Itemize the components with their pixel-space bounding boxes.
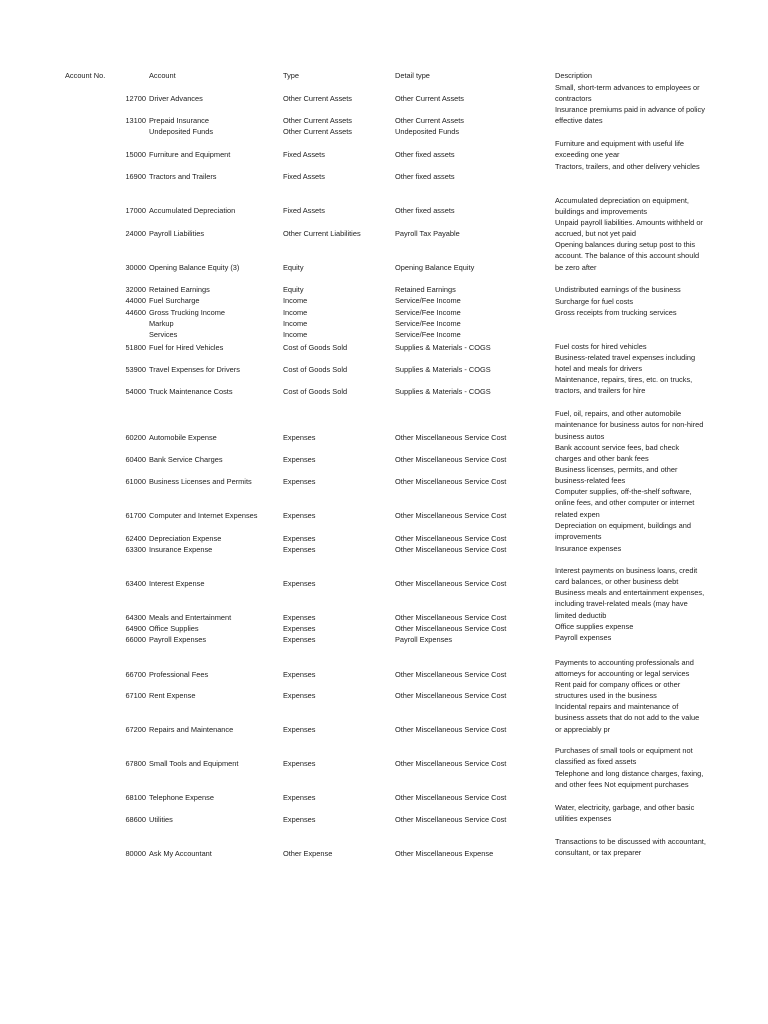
account-name: Telephone Expense — [149, 793, 214, 802]
detail-type: Service/Fee Income — [395, 319, 461, 328]
account-type: Cost of Goods Sold — [283, 343, 348, 352]
detail-type: Other Miscellaneous Service Cost — [395, 579, 507, 588]
account-number: 66000 — [125, 635, 146, 644]
detail-type: Other fixed assets — [395, 206, 455, 215]
account-name: Markup — [149, 319, 174, 328]
detail-type: Service/Fee Income — [395, 296, 461, 305]
detail-type: Other Miscellaneous Service Cost — [395, 545, 507, 554]
account-type: Equity — [283, 263, 304, 272]
account-number: 67200 — [125, 725, 146, 734]
account-number: 67100 — [125, 691, 146, 700]
description-text: Business licenses, permits, and other business-related fees — [555, 465, 678, 486]
account-type: Expenses — [283, 455, 316, 464]
account-type: Expenses — [283, 759, 316, 768]
account-type: Expenses — [283, 579, 316, 588]
description-text: Interest payments on business loans, credit card balances, or other business debt — [555, 566, 698, 587]
account-name: Automobile Expense — [149, 433, 217, 442]
account-type: Expenses — [283, 670, 316, 679]
account-name: Bank Service Charges — [149, 455, 223, 464]
detail-type: Other Miscellaneous Service Cost — [395, 670, 507, 679]
account-name: Office Supplies — [149, 624, 199, 633]
header-type: Type — [283, 71, 300, 80]
account-number: 16900 — [125, 172, 146, 181]
account-number: 60200 — [125, 433, 146, 442]
account-name: Meals and Entertainment — [149, 613, 232, 622]
account-number: 53900 — [125, 365, 146, 374]
account-type: Expenses — [283, 545, 316, 554]
detail-type: Retained Earnings — [395, 285, 456, 294]
account-name: Tractors and Trailers — [149, 172, 217, 181]
account-number: 32000 — [125, 285, 146, 294]
account-type: Income — [283, 319, 308, 328]
account-name: Ask My Accountant — [149, 849, 212, 858]
account-number: 63300 — [125, 545, 146, 554]
description-text: Furniture and equipment with useful life exceeding one year — [555, 139, 684, 160]
description-text: Payments to accounting professionals and attorneys for accounting or legal services — [555, 658, 694, 679]
account-name: Truck Maintenance Costs — [149, 387, 233, 396]
account-number: 61000 — [125, 477, 146, 486]
account-number: 64900 — [125, 624, 146, 633]
account-name: Small Tools and Equipment — [149, 759, 239, 768]
account-type: Income — [283, 330, 308, 339]
account-number: 61700 — [125, 511, 146, 520]
header-detail-type: Detail type — [395, 71, 430, 80]
detail-type: Other Miscellaneous Service Cost — [395, 815, 507, 824]
account-name: Insurance Expense — [149, 545, 213, 554]
account-name: Business Licenses and Permits — [149, 477, 252, 486]
detail-type: Supplies & Materials - COGS — [395, 387, 491, 396]
detail-type: Other Miscellaneous Service Cost — [395, 433, 507, 442]
account-name: Payroll Expenses — [149, 635, 207, 644]
description-text: Opening balances during setup post to this account. The balance of this account should be zero after — [555, 240, 700, 272]
account-type: Other Current Assets — [283, 127, 353, 136]
detail-type: Payroll Expenses — [395, 635, 453, 644]
description-text: Transactions to be discussed with accountant, consultant, or tax preparer — [555, 837, 706, 858]
account-number: 80000 — [125, 849, 146, 858]
account-number: 13100 — [125, 116, 146, 125]
account-number: 15000 — [125, 150, 146, 159]
account-type: Other Current Assets — [283, 94, 353, 103]
account-type: Expenses — [283, 613, 316, 622]
account-number: 44600 — [125, 308, 146, 317]
account-number: 63400 — [125, 579, 146, 588]
description-text: Water, electricity, garbage, and other basic utilities expenses — [555, 803, 695, 824]
detail-type: Other Current Assets — [395, 116, 465, 125]
account-number: 17000 — [125, 206, 146, 215]
detail-type: Other Current Assets — [395, 94, 465, 103]
account-type: Other Current Assets — [283, 116, 353, 125]
account-number: 64300 — [125, 613, 146, 622]
account-type: Expenses — [283, 793, 316, 802]
detail-type: Service/Fee Income — [395, 330, 461, 339]
account-name: Professional Fees — [149, 670, 209, 679]
account-type: Expenses — [283, 815, 316, 824]
account-name: Payroll Liabilities — [149, 229, 205, 238]
detail-type: Other fixed assets — [395, 150, 455, 159]
description-text: Gross receipts from trucking services — [555, 308, 677, 317]
account-number: 67800 — [125, 759, 146, 768]
detail-type: Payroll Tax Payable — [395, 229, 460, 238]
description-text: Fuel, oil, repairs, and other automobile maintenance for business autos for non-hired business autos — [555, 409, 704, 441]
account-number: 66700 — [125, 670, 146, 679]
detail-type: Other Miscellaneous Service Cost — [395, 624, 507, 633]
account-type: Fixed Assets — [283, 150, 325, 159]
detail-type: Other fixed assets — [395, 172, 455, 181]
account-name: Prepaid Insurance — [149, 116, 209, 125]
detail-type: Other Miscellaneous Service Cost — [395, 759, 507, 768]
description-text: Telephone and long distance charges, faxing, and other fees Not equipment purchases — [555, 769, 704, 790]
account-number: 30000 — [125, 263, 146, 272]
account-number: 62400 — [125, 534, 146, 543]
header-account-no: Account No. — [65, 71, 106, 80]
description-text: Small, short-term advances to employees or contractors — [555, 83, 700, 104]
detail-type: Supplies & Materials - COGS — [395, 343, 491, 352]
detail-type: Other Miscellaneous Service Cost — [395, 793, 507, 802]
account-number: 44000 — [125, 296, 146, 305]
account-type: Fixed Assets — [283, 206, 325, 215]
description-text: Rent paid for company offices or other structures used in the business — [555, 680, 681, 701]
account-name: Retained Earnings — [149, 285, 210, 294]
description-text: Business meals and entertainment expenses, including travel-related meals (may have limited deductib — [555, 588, 705, 620]
description-text: Bank account service fees, bad check charges and other bank fees — [555, 443, 680, 464]
account-name: Interest Expense — [149, 579, 205, 588]
detail-type: Other Miscellaneous Service Cost — [395, 725, 507, 734]
description-text: Maintenance, repairs, tires, etc. on trucks, tractors, and trailers for hire — [555, 375, 693, 396]
detail-type: Service/Fee Income — [395, 308, 461, 317]
detail-type: Other Miscellaneous Expense — [395, 849, 494, 858]
account-number: 68100 — [125, 793, 146, 802]
detail-type: Other Miscellaneous Service Cost — [395, 691, 507, 700]
account-type: Fixed Assets — [283, 172, 325, 181]
account-type: Expenses — [283, 511, 316, 520]
account-type: Expenses — [283, 725, 316, 734]
account-number: 51800 — [125, 343, 146, 352]
account-name: Services — [149, 330, 178, 339]
description-text: Incidental repairs and maintenance of business assets that do not add to the value or appreciably pr — [555, 702, 700, 734]
account-number: 60400 — [125, 455, 146, 464]
detail-type: Undeposited Funds — [395, 127, 460, 136]
account-name: Fuel for Hired Vehicles — [149, 343, 224, 352]
account-type: Expenses — [283, 635, 316, 644]
account-name: Fuel Surcharge — [149, 296, 200, 305]
account-name: Furniture and Equipment — [149, 150, 231, 159]
account-type: Other Current Liabilities — [283, 229, 361, 238]
account-type: Expenses — [283, 691, 316, 700]
account-name: Accumulated Depreciation — [149, 206, 236, 215]
detail-type: Supplies & Materials - COGS — [395, 365, 491, 374]
description-text: Purchases of small tools or equipment not classified as fixed assets — [555, 746, 693, 767]
account-name: Opening Balance Equity (3) — [149, 263, 240, 272]
account-name: Depreciation Expense — [149, 534, 222, 543]
description-text: Insurance expenses — [555, 544, 622, 553]
detail-type: Opening Balance Equity — [395, 263, 475, 272]
description-text: Tractors, trailers, and other delivery vehicles — [555, 162, 700, 171]
account-type: Cost of Goods Sold — [283, 387, 348, 396]
account-number: 12700 — [125, 94, 146, 103]
detail-type: Other Miscellaneous Service Cost — [395, 534, 507, 543]
description-text: Insurance premiums paid in advance of policy effective dates — [555, 105, 705, 126]
description-text: Office supplies expense — [555, 622, 634, 631]
description-text: Undistributed earnings of the business — [555, 285, 681, 294]
description-text: Fuel costs for hired vehicles — [555, 342, 647, 351]
account-name: Utilities — [149, 815, 173, 824]
account-type: Equity — [283, 285, 304, 294]
account-type: Income — [283, 308, 308, 317]
detail-type: Other Miscellaneous Service Cost — [395, 613, 507, 622]
header-account: Account — [149, 71, 176, 80]
account-number: 54000 — [125, 387, 146, 396]
account-type: Expenses — [283, 624, 316, 633]
account-name: Driver Advances — [149, 94, 203, 103]
account-name: Repairs and Maintenance — [149, 725, 234, 734]
account-number: 68600 — [125, 815, 146, 824]
account-type: Cost of Goods Sold — [283, 365, 348, 374]
description-text: Payroll expenses — [555, 633, 612, 642]
account-name: Gross Trucking Income — [149, 308, 225, 317]
header-description: Description — [555, 71, 592, 80]
account-type: Income — [283, 296, 308, 305]
description-text: Accumulated depreciation on equipment, buildings and improvements — [555, 196, 689, 217]
detail-type: Other Miscellaneous Service Cost — [395, 511, 507, 520]
account-name: Undeposited Funds — [149, 127, 214, 136]
description-text: Business-related travel expenses including hotel and meals for drivers — [555, 353, 696, 374]
account-type: Expenses — [283, 534, 316, 543]
description-text: Computer supplies, off-the-shelf software, online fees, and other computer or internet related expen — [555, 487, 695, 519]
account-type: Expenses — [283, 433, 316, 442]
account-type: Other Expense — [283, 849, 333, 858]
detail-type: Other Miscellaneous Service Cost — [395, 455, 507, 464]
account-number: 24000 — [125, 229, 146, 238]
account-name: Computer and Internet Expenses — [149, 511, 258, 520]
account-name: Rent Expense — [149, 691, 196, 700]
account-type: Expenses — [283, 477, 316, 486]
detail-type: Other Miscellaneous Service Cost — [395, 477, 507, 486]
account-name: Travel Expenses for Drivers — [149, 365, 240, 374]
description-text: Unpaid payroll liabilities. Amounts withheld or accrued, but not yet paid — [555, 218, 703, 239]
description-text: Surcharge for fuel costs — [555, 297, 634, 306]
description-text: Depreciation on equipment, buildings and improvements — [555, 521, 691, 542]
